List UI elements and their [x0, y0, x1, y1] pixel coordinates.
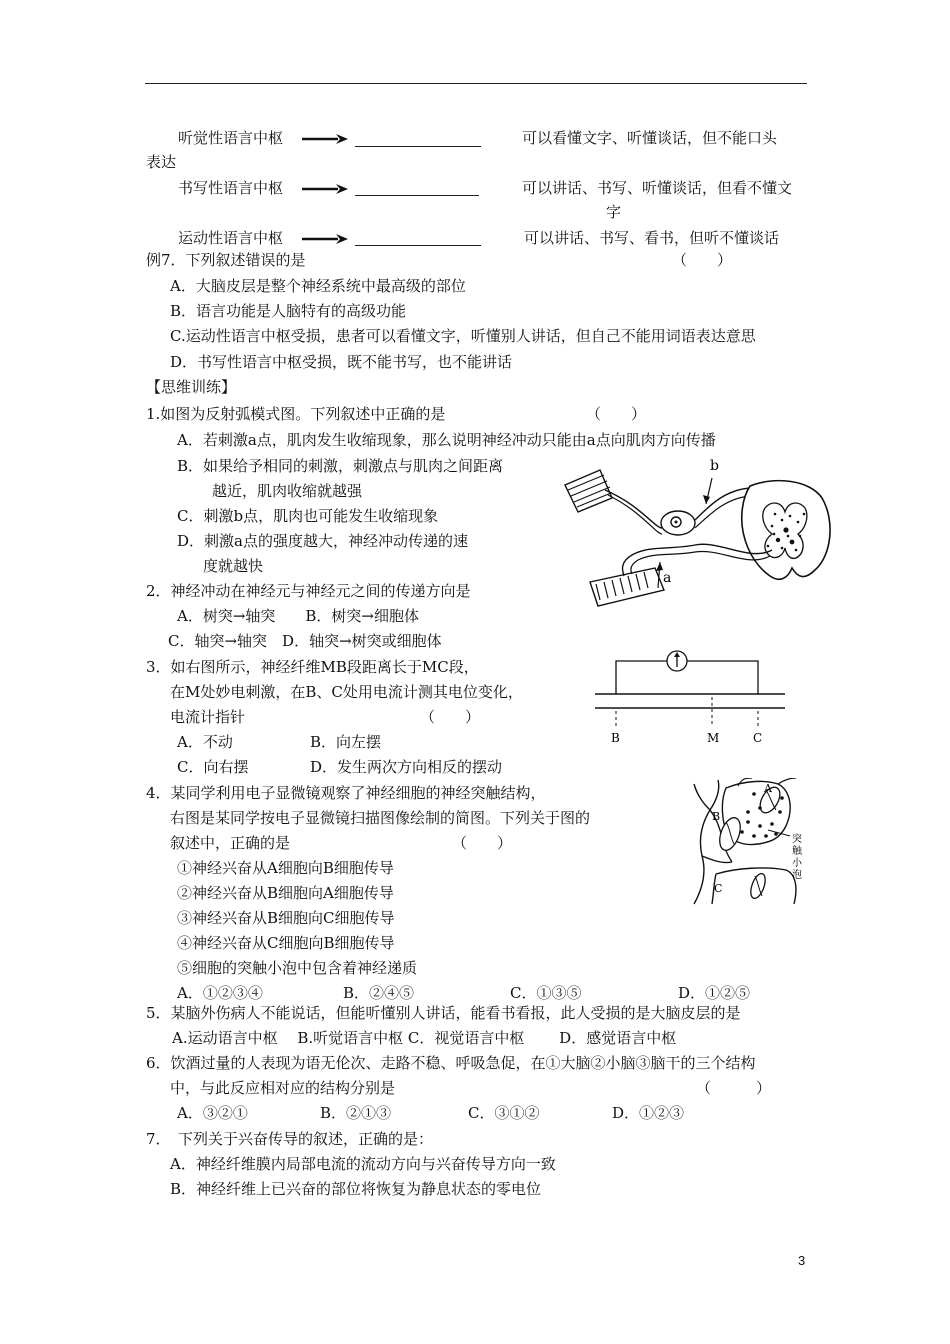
q4-item-3: ③神经兴奋从B细胞向C细胞传导	[177, 909, 395, 927]
q6-line1: 6．饮酒过量的人表现为语无伦次、走路不稳、呼吸急促，在①大脑②小脑③脑干的三个结构	[146, 1054, 756, 1072]
q3-option-b: B．向左摆	[310, 733, 382, 751]
q1-option-b: B．如果给予相同的刺激，刺激点与肌肉之间距离	[177, 457, 504, 475]
q2-options-row2: C．轴突→轴突 D．轴突→树突或细胞体	[168, 632, 442, 650]
q1-stem: 1.如图为反射弧模式图。下列叙述中正确的是	[146, 405, 446, 423]
label-vesicle-3: 小	[792, 858, 802, 869]
galvanometer-figure	[590, 645, 790, 745]
center-name-1: 听觉性语言中枢	[178, 129, 284, 147]
q3-paren[interactable]: （ ）	[420, 708, 481, 726]
q5-stem: 5．某脑外伤病人不能说话，但能听懂别人讲话，能看书看报，此人受损的是大脑皮层的是	[146, 1004, 741, 1022]
header-rule	[145, 83, 807, 84]
q1-option-a: A．若刺激a点，肌肉发生收缩现象，那么说明神经冲动只能由a点向肌肉方向传播	[177, 431, 716, 449]
arrow-icon	[302, 133, 348, 145]
synapse-figure	[686, 778, 811, 908]
q1-option-d: D．刺激a点的强度越大，神经冲动传递的速	[177, 532, 468, 550]
q7-stem: 7． 下列关于兴奋传导的叙述，正确的是：	[146, 1130, 434, 1148]
example7-option-a: A．大脑皮层是整个神经系统中最高级的部位	[170, 277, 466, 295]
q3-option-d: D．发生两次方向相反的摆动	[310, 758, 503, 776]
q2-stem: 2．神经冲动在神经元与神经元之间的传递方向是	[146, 582, 471, 600]
q4-option-a: A．①②③④	[177, 984, 263, 1002]
answer-blank-1[interactable]	[355, 146, 481, 147]
label-vesicle-1: 突	[792, 834, 802, 845]
q6-line2: 中，与此反应相对应的结构分别是	[170, 1079, 396, 1097]
q4-item-5: ⑤细胞的突触小泡中包含着神经递质	[177, 959, 418, 977]
center-name-3: 运动性语言中枢	[178, 229, 284, 247]
answer-blank-3[interactable]	[355, 245, 481, 246]
arrow-icon	[302, 233, 348, 245]
label-B: B	[611, 731, 620, 745]
q6-option-a: A．③②①	[177, 1104, 248, 1122]
center-result-2-cont: 字	[606, 203, 622, 221]
q4-line2: 右图是某同学按电子显微镜扫描图像绘制的简图。下列关于图的	[170, 809, 591, 827]
example7-option-c: C.运动性语言中枢受损，患者可以看懂文字，听懂别人讲话，但自己不能用词语表达意思	[170, 327, 756, 345]
example7-stem: 例7．下列叙述错误的是	[146, 251, 306, 269]
q1-paren[interactable]: （ ）	[586, 405, 647, 423]
center-result-3: 可以讲话、书写、看书，但听不懂谈话	[524, 229, 780, 247]
q4-item-1: ①神经兴奋从A细胞向B细胞传导	[177, 859, 394, 877]
q4-line3: 叙述中，正确的是	[170, 834, 291, 852]
q4-item-2: ②神经兴奋从B细胞向A细胞传导	[177, 884, 394, 902]
q4-option-d: D．①②⑤	[678, 984, 751, 1002]
q7-option-b: B．神经纤维上已兴奋的部位将恢复为静息状态的零电位	[170, 1180, 542, 1198]
q3-option-c: C．向右摆	[177, 758, 249, 776]
center-result-1-cont: 表达	[146, 153, 177, 171]
q1-option-b-cont: 越近，肌肉收缩就越强	[212, 482, 363, 500]
q7-option-a: A．神经纤维膜内局部电流的流动方向与兴奋传导方向一致	[170, 1155, 556, 1173]
center-name-2: 书写性语言中枢	[178, 179, 284, 197]
label-B: B	[712, 810, 721, 823]
q1-option-c: C．刺激b点，肌肉也可能发生收缩现象	[177, 507, 439, 525]
receptor-skin	[565, 470, 612, 512]
example7-paren[interactable]: （ ）	[672, 251, 733, 269]
q4-option-c: C．①③⑤	[510, 984, 582, 1002]
center-result-1: 可以看懂文字、听懂谈话，但不能口头	[522, 129, 778, 147]
q2-options-row1: A．树突→轴突 B．树突→细胞体	[177, 607, 419, 625]
q6-option-b: B．②①③	[320, 1104, 392, 1122]
q6-option-d: D．①②③	[612, 1104, 685, 1122]
label-A: A	[764, 782, 772, 795]
label-vesicle-4: 泡	[792, 870, 802, 881]
arrow-icon	[302, 183, 348, 195]
reflex-arc-figure	[560, 450, 850, 615]
page-number: 3	[798, 1253, 806, 1268]
label-vesicle-2: 触	[792, 846, 802, 857]
label-M: M	[707, 731, 720, 745]
q4-line1: 4．某同学利用电子显微镜观察了神经细胞的神经突触结构，	[146, 784, 546, 802]
q3-line3: 电流计指针	[170, 708, 246, 726]
label-b: b	[710, 458, 719, 474]
example7-option-d: D．书写性语言中枢受损，既不能书写，也不能讲话	[170, 353, 513, 371]
label-C: C	[753, 731, 763, 745]
q4-paren[interactable]: （ ）	[452, 834, 513, 852]
center-result-2: 可以讲话、书写、听懂谈话，但看不懂文	[522, 179, 793, 197]
label-C: C	[714, 882, 723, 895]
q6-paren[interactable]: （ ）	[696, 1079, 772, 1097]
section-title: 【思维训练】	[146, 378, 237, 396]
q3-option-a: A．不动	[177, 733, 233, 751]
q6-option-c: C．③①②	[468, 1104, 540, 1122]
q5-options: A.运动语言中枢 B.听觉语言中枢 C．视觉语言中枢 D．感觉语言中枢	[172, 1029, 677, 1047]
effector-muscle	[590, 568, 664, 606]
label-a: a	[663, 570, 672, 586]
q4-option-b: B．②④⑤	[343, 984, 415, 1002]
answer-blank-2[interactable]	[355, 195, 479, 196]
example7-option-b: B．语言功能是人脑特有的高级功能	[170, 302, 407, 320]
q3-line1: 3．如右图所示，神经纤维MB段距离长于MC段，	[146, 658, 479, 676]
q4-item-4: ④神经兴奋从C细胞向B细胞传导	[177, 934, 395, 952]
q3-line2: 在M处妙电刺激，在B、C处用电流计测其电位变化，	[170, 683, 523, 701]
q1-option-d-cont: 度就越快	[203, 557, 264, 575]
